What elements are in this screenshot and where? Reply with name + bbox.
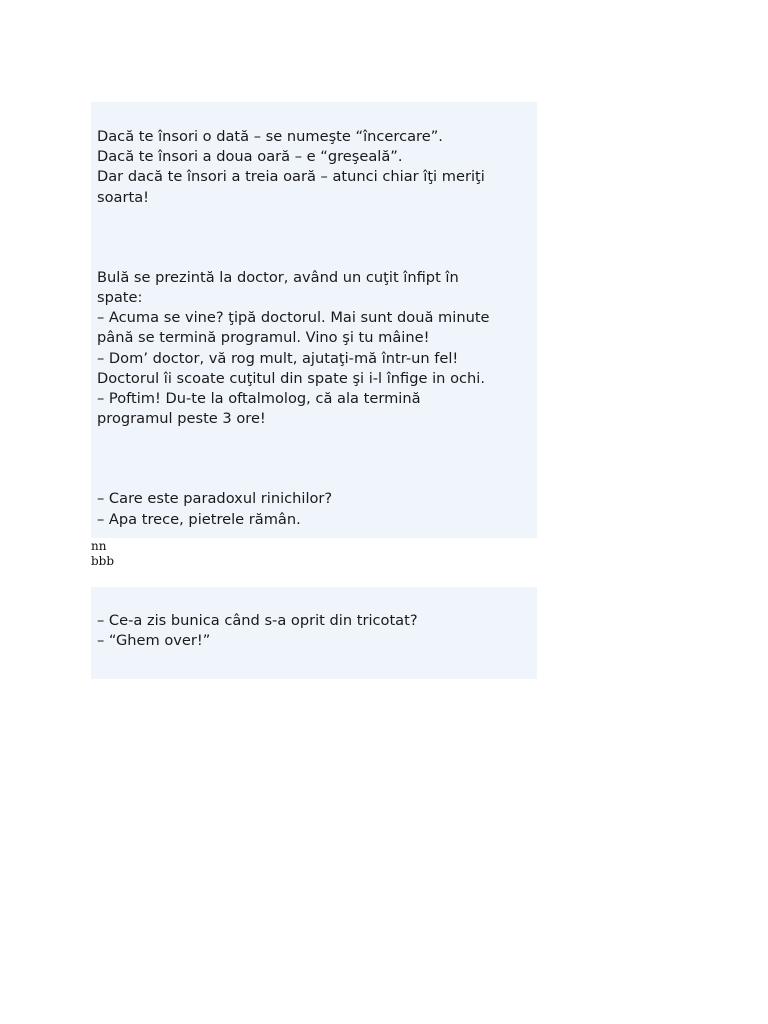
- joke-line: – Dom’ doctor, vă rog mult, ajutaţi-mă într-un fel!: [97, 349, 459, 367]
- joke-line: programul peste 3 ore!: [97, 410, 266, 428]
- note-text: nn: [91, 539, 107, 553]
- joke-line: – Acuma se vine? ţipă doctorul. Mai sunt două minute: [97, 309, 490, 327]
- joke-grandma: [97, 611, 529, 651]
- note-text: bbb: [91, 554, 115, 568]
- joke-line: până se termină programul. Vino şi tu mâine!: [97, 329, 430, 347]
- joke-line: spate:: [97, 289, 143, 307]
- joke-line: Bulă se prezintă la doctor, având un cuţit înfipt în: [97, 268, 459, 286]
- jokes-panel-top: [91, 102, 537, 538]
- joke-doctor: [97, 268, 529, 430]
- joke-marriage: [97, 127, 529, 208]
- jokes-panel-bottom: [91, 587, 537, 679]
- joke-line: – Apa trece, pietrele rămân.: [97, 510, 301, 528]
- joke-line: – Care este paradoxul rinichilor?: [97, 490, 333, 508]
- joke-line: Dacă te însori o dată – se numeşte “încercare”.: [97, 128, 443, 145]
- joke-line: soarta!: [97, 188, 149, 206]
- joke-kidneys: [97, 489, 529, 529]
- joke-line: Dacă te însori a doua oară – e “greşeală”.: [97, 148, 403, 166]
- joke-line: – “Ghem over!”: [97, 632, 211, 650]
- joke-line: Doctorul îi scoate cuţitul din spate şi i-l înfige in ochi.: [97, 369, 485, 387]
- joke-line: – Ce-a zis bunica când s-a oprit din tricotat?: [97, 612, 418, 629]
- joke-line: – Poftim! Du-te la oftalmolog, că ala termină: [97, 390, 421, 408]
- joke-line: Dar dacă te însori a treia oară – atunci chiar îţi meriţi: [97, 168, 485, 186]
